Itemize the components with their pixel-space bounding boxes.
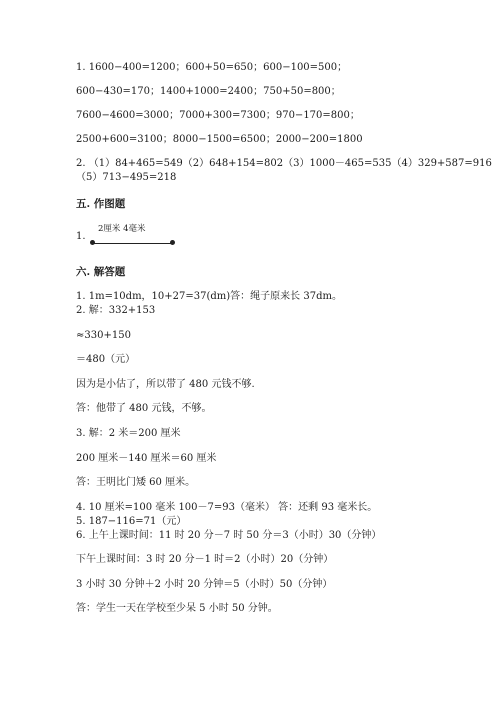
segment-endpoint-dot [90, 240, 95, 245]
answer-line: 答：学生一天在学校至少呆 5 小时 50 分钟。 [76, 603, 278, 614]
answer-line: 3. 解：2 米＝200 厘米 [76, 428, 181, 439]
answer-line: 答：他带了 480 元钱，不够。 [76, 403, 212, 414]
answer-line: 3 小时 30 分钟＋2 小时 20 分钟＝5（小时）50（分钟） [76, 579, 333, 590]
answer-line: 下午上课时间：3 时 20 分－1 时＝2（小时）20（分钟） [76, 554, 334, 565]
segment-length-label: 2厘米 4毫米 [98, 224, 146, 234]
answer-line: ＝480（元） [76, 354, 136, 365]
answer-line: 7600−4600=3000；7000+300=7300；970−170=800； [76, 110, 360, 121]
answer-line: 200 厘米－140 厘米＝60 厘米 [76, 453, 217, 464]
answer-line: 2. 解：332+153 [76, 305, 156, 316]
answer-line: 4. 10 厘米=100 毫米 100－7=93（毫米） 答：还剩 93 毫米长。 [76, 502, 378, 513]
answer-line: 因为是小估了，所以带了 480 元钱不够. [76, 379, 255, 390]
answer-line: 2. （1）84+465=549（2）648+154=802（3）1000－465=535（4）329+587=916 [76, 158, 492, 169]
line-segment-figure [76, 224, 196, 248]
section-heading-drawing: 五. 作图题 [76, 198, 126, 210]
answer-line: ≈330+150 [76, 330, 131, 341]
answer-line: 600−430=170；1400+1000=2400；750+50=800； [76, 86, 341, 97]
answer-line: 1. 1m=10dm，10+27=37(dm)答：绳子原来长 37dm。 [76, 291, 342, 302]
answer-line: 2500+600=3100；8000−1500=6500；2000−200=1800 [76, 134, 363, 145]
answer-line: 1. 1600−400=1200；600+50=650；600−100=500； [76, 62, 348, 73]
answer-line: （5）713−495=218 [76, 172, 177, 183]
section-heading-word-problems: 六. 解答题 [76, 266, 126, 278]
segment-endpoint-dot [170, 240, 175, 245]
line-segment [92, 243, 172, 244]
answer-line: 6. 上午上课时间：11 时 20 分－7 时 50 分＝3（小时）30（分钟） [76, 530, 382, 541]
item-number: 1. [76, 231, 86, 242]
answer-line: 答：王明比门矮 60 厘米。 [76, 477, 196, 488]
answer-line: 5. 187−116=71（元） [76, 516, 187, 527]
